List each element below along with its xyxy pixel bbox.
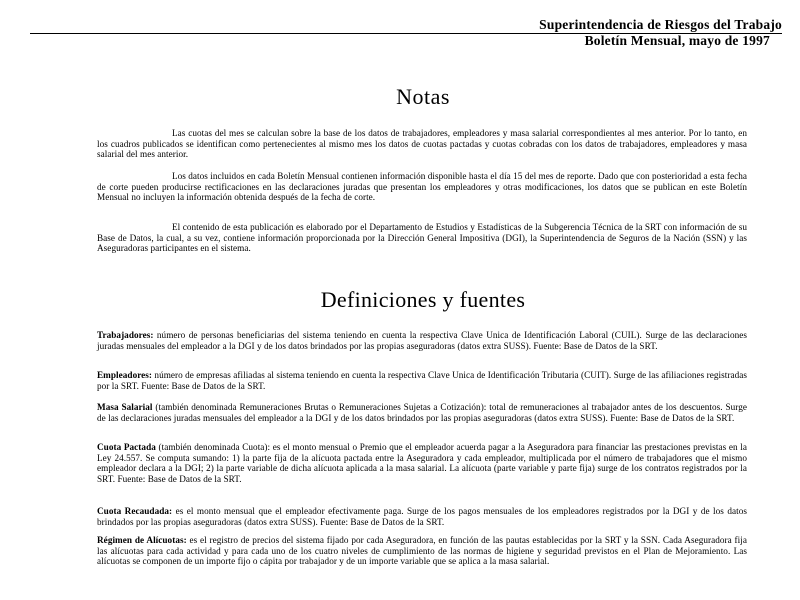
definition-item — [97, 370, 747, 391]
definition-item — [97, 535, 747, 567]
definition-text: (también denominada Cuota): es el monto mensual o Premio que el empleador acuerda pagar a la Aseguradora para financiar las prestaciones previstas en la Ley 24.557. Se computa sumando: 1) la parte fija de la alícuota pactada entre la Aseguradora y cada empleador, multiplicada por el número de trabajadores que el mismo empleador declara a la DGI; 2) la parte variable de dicha alícuota aplicada a la masa salarial. La alícuota (parte variable y parte fija) surge de los contratos registrados por la SRT. Fuente: Base de Datos de la SRT. — [97, 442, 747, 484]
definition-text: es el registro de precios del sistema fijado por cada Aseguradora, en función de las pautas establecidas por la SRT y la SSN. Cada Aseguradora fija las alícuotas para cada actividad y para cada uno de los cuatro niveles de cumplimiento de las normas de higiene y seguridad previstos en el Plan de Mejoramiento. Las alícuotas se componen de un importe fijo o cápita por trabajador y de un importe variable que se aplica a la masa salarial. — [97, 535, 747, 567]
notas-title: Notas — [396, 84, 450, 109]
definition-text: (también denominada Remuneraciones Brutas o Remuneraciones Sujetas a Cotización): total de remuneraciones al trabajador antes de los descuentos. Surge de las declaraciones juradas mensuales del empleador a la DGI y de los datos brindados por las propias aseguradoras (datos extra SUSS). Fuente: Base de Datos de la SRT. — [97, 402, 747, 423]
definition-item — [97, 402, 747, 423]
header-organization: Superintendencia de Riesgos del Trabajo — [539, 17, 782, 32]
definition-term: Cuota Pactada — [97, 442, 156, 452]
definition-text: número de personas beneficiarias del sistema teniendo en cuenta la respectiva Clave Unica de Identificación Laboral (CUIL). Surge de las declaraciones juradas mensuales del empleador a la DGI y de los datos brindados por las propias aseguradoras (datos extra SUSS). Fuente: Base de Datos de la SRT. — [97, 330, 747, 351]
notas-paragraph: El contenido de esta publicación es elaborado por el Departamento de Estudios y Estadísticas de la Subgerencia Técnica de la SRT con información de su Base de Datos, la cual, a su vez, contiene información proporcionada por la Dirección General Impositiva (DGI), la Superintendencia de Seguros de la Nación (SSN) y las Aseguradoras participantes en el sistema. — [97, 222, 747, 254]
header-bulletin-date: Boletín Mensual, mayo de 1997 — [584, 33, 770, 48]
definition-term: Trabajadores: — [97, 330, 154, 340]
definition-item — [97, 330, 747, 351]
definition-term: Régimen de Alícuotas: — [97, 535, 187, 545]
definition-item — [97, 506, 747, 527]
notas-paragraph: Las cuotas del mes se calculan sobre la base de los datos de trabajadores, empleadores y masa salarial correspondientes al mes anterior. Por lo tanto, en los cuadros publicados se identifican como pertenecientes al mismo mes los datos de cuotas pactadas y cuotas cobradas con los datos de trabajadores, empleadores y masa salarial del mes anterior. — [97, 128, 747, 160]
definition-term: Empleadores: — [97, 370, 153, 380]
definition-item — [97, 442, 747, 484]
definition-term: Cuota Recaudada: — [97, 506, 173, 516]
notas-paragraph: Los datos incluidos en cada Boletín Mensual contienen información disponible hasta el día 15 del mes de reporte. Dado que con posterioridad a esta fecha de corte pueden producirse rectificaciones en las declaraciones juradas que presentan los empleadores y otras modificaciones, los datos que se publican en este Boletín Mensual no incluyen la información obtenida después de la fecha de corte. — [97, 171, 747, 203]
definition-text: número de empresas afiliadas al sistema teniendo en cuenta la respectiva Clave Unica de Identificación Tributaria (CUIT). Surge de las afiliaciones registradas por la SRT. Fuente: Base de Datos de la SRT. — [97, 370, 747, 391]
definiciones-title: Definiciones y fuentes — [320, 287, 526, 312]
definition-text: es el monto mensual que el empleador efectivamente paga. Surge de los pagos mensuales de los empleadores registrados por la DGI y de los datos brindados por las propias aseguradoras (datos extra SUSS). Fuente: Base de Datos de la SRT. — [97, 506, 747, 527]
definition-term: Masa Salarial — [97, 402, 153, 412]
